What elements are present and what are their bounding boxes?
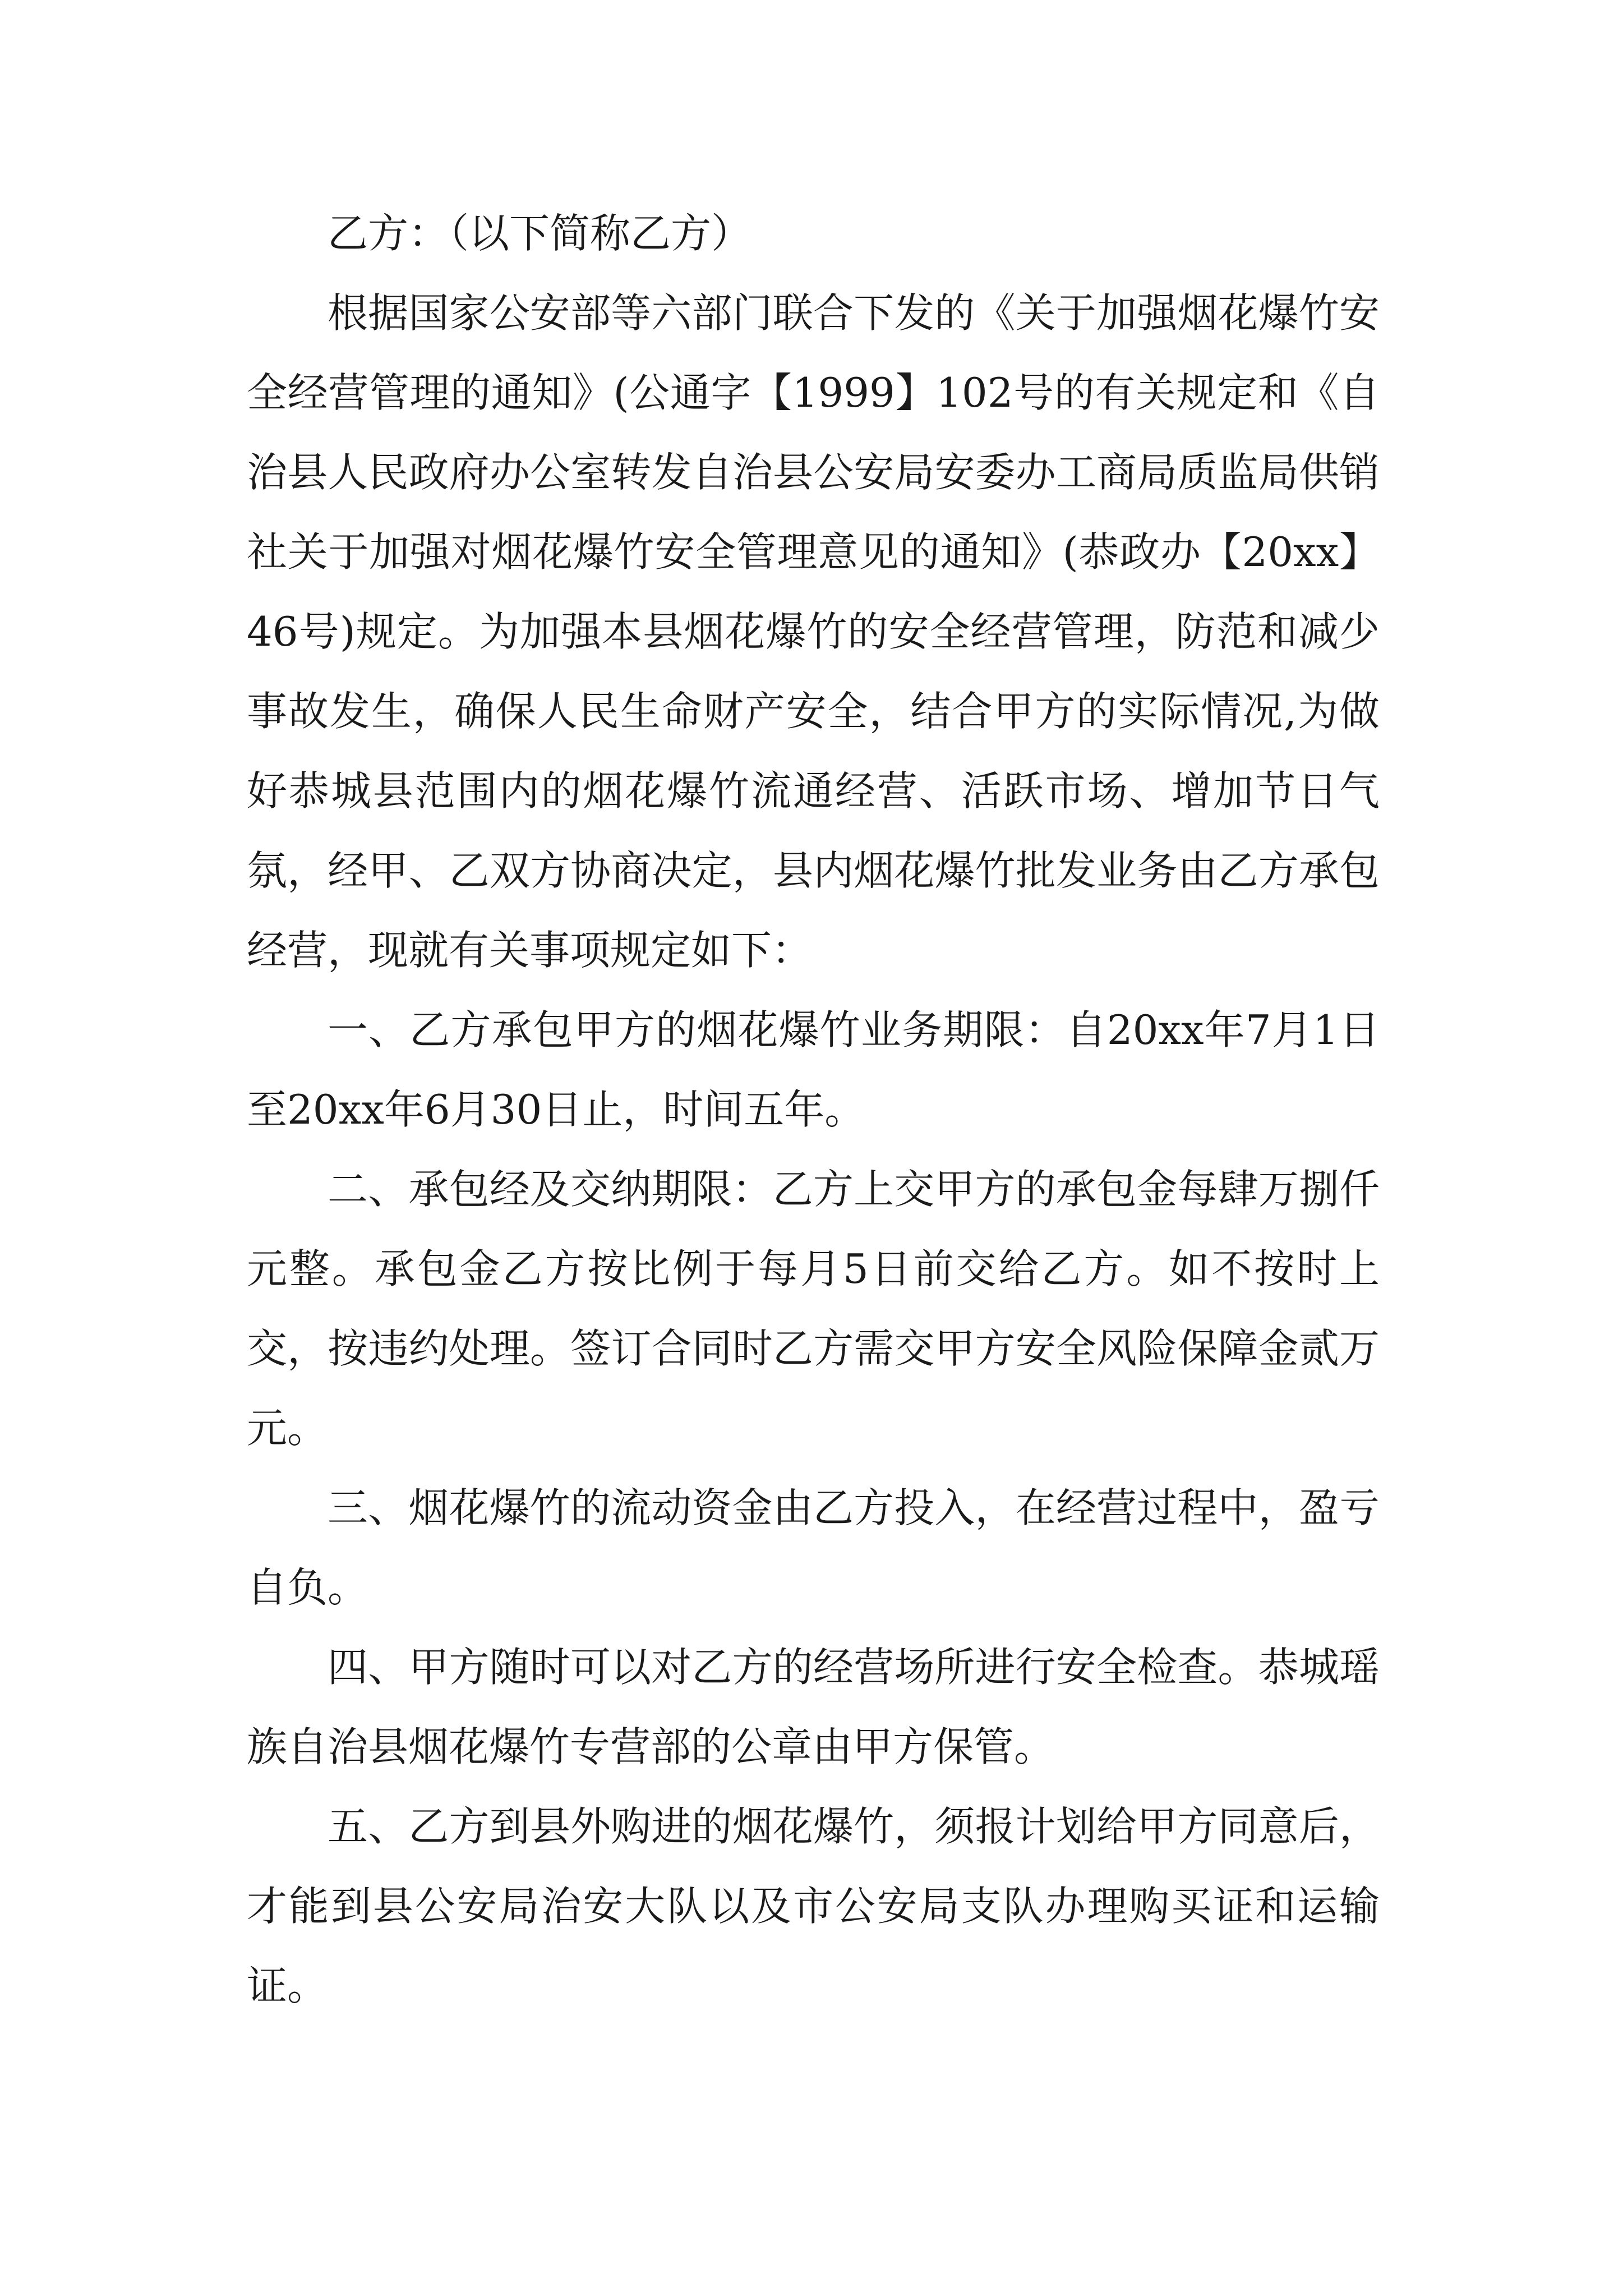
paragraph-clause-2: 二、承包经及交纳期限：乙方上交甲方的承包金每肆万捌仟元整。承包金乙方按比例于每月5日前交给乙方。如不按时上交，按违约处理。签订合同时乙方需交甲方安全风险保障金贰万元。 <box>247 1166 1380 1452</box>
paragraph-clause-5: 五、乙方到县外购进的烟花爆竹，须报计划给甲方同意后，才能到县公安局治安大队以及市公安局支队办理购买证和运输证。 <box>247 1803 1380 2009</box>
document-body <box>247 194 1380 2026</box>
paragraph-clause-1: 一、乙方承包甲方的烟花爆竹业务期限：自20xx年7月1日至20xx年6月30日止，时间五年。 <box>247 1006 1380 1133</box>
paragraph-party-b: 乙方：（以下简称乙方） <box>328 210 752 257</box>
paragraph-basis: 根据国家公安部等六部门联合下发的《关于加强烟花爆竹安全经营管理的通知》(公通字【1999】102号的有关规定和《自治县人民政府办公室转发自治县公安局安委办工商局质监局供销社关于加强对烟花爆竹安全管理意见的通知》(恭政办【20xx】46号)规定。为加强本县烟花爆竹的安全经营管理，防范和减少事故发生，确保人民生命财产安全，结合甲方的实际情况,为做好恭城县范围内的烟花爆竹流通经营、活跃市场、增加节日气氛，经甲、乙双方协商决定，县内烟花爆竹批发业务由乙方承包经营，现就有关事项规定如下： <box>247 289 1380 974</box>
paragraph-clause-3: 三、烟花爆竹的流动资金由乙方投入，在经营过程中，盈亏自负。 <box>247 1484 1380 1611</box>
paragraph-clause-4: 四、甲方随时可以对乙方的经营场所进行安全检查。恭城瑶族自治县烟花爆竹专营部的公章由甲方保管。 <box>247 1644 1380 1770</box>
